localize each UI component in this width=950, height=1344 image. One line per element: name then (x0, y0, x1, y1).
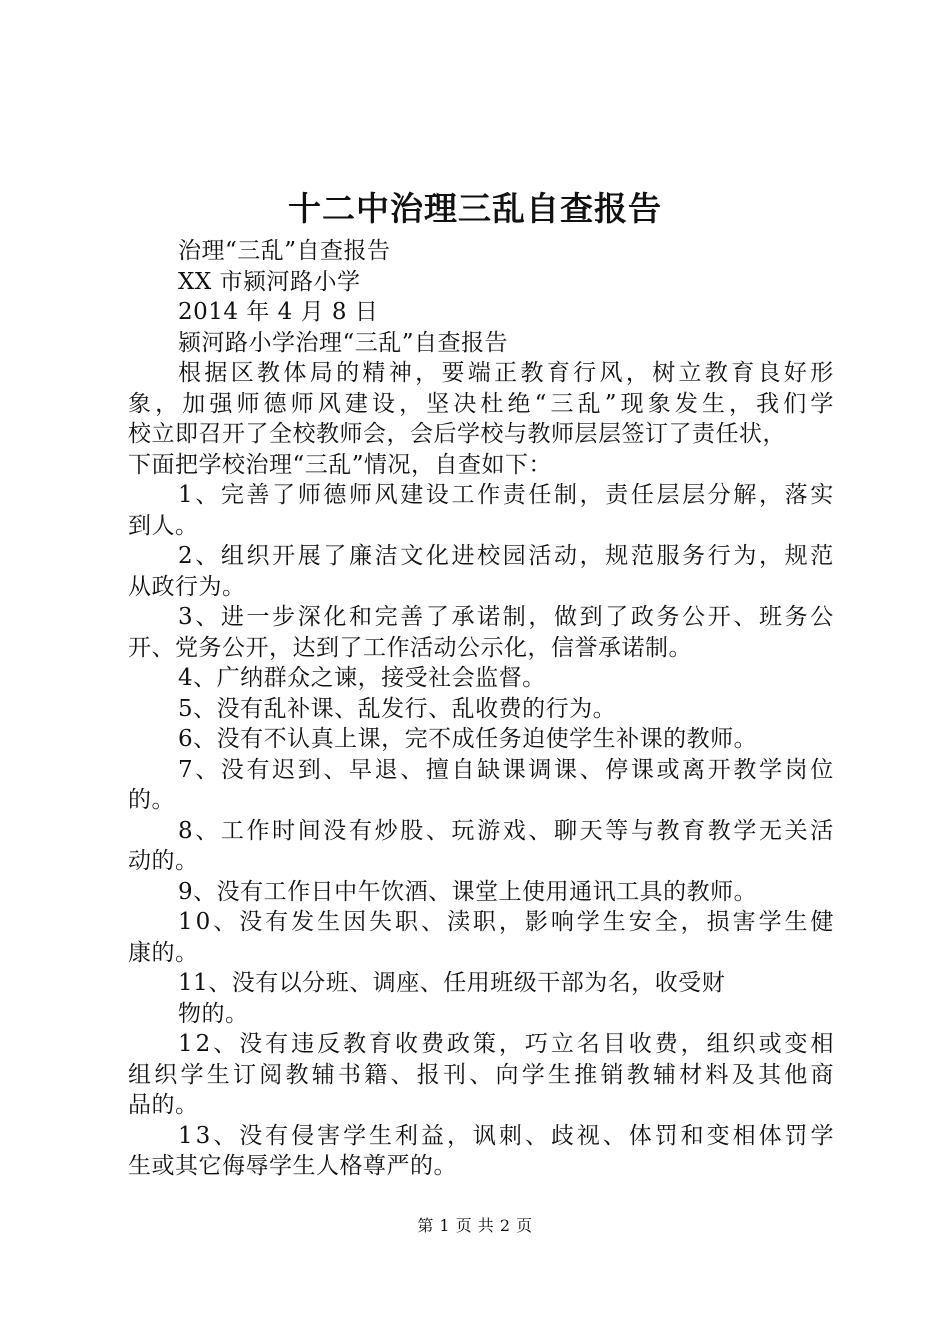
item-6-line: 6、没有不认真上课，完不成任务迫使学生补课的教师。 (178, 726, 758, 752)
report-heading-line: 颍河路小学治理“三乱”自查报告 (178, 329, 509, 356)
intro-paragraph-line: 根 据 区 教 体 局 的 精 神 ， 要 端 正 教 育 行 风 ， 树 立 教 育 良 好 形 (178, 360, 834, 386)
item-12-line: 品的。 (128, 1092, 199, 1118)
school-name-line: XX 市颍河路小学 (178, 268, 361, 295)
item-2-line: 2 、 组 织 开 展 了 廉 洁 文 化 进 校 园 活 动 ， 规 范 服 务 行 为 ， 规 范 (178, 543, 834, 569)
item-4-line: 4、广纳群众之谏，接受社会监督。 (178, 665, 546, 691)
item-10-line: 康的。 (128, 939, 199, 966)
item-9-line: 9、没有工作日中午饮酒、课堂上使用通讯工具的教师。 (178, 878, 758, 905)
intro-paragraph-line: 下面把学校治理“三乱”情况，自查如下： (128, 451, 553, 478)
subtitle-line: 治理“三乱”自查报告 (178, 238, 391, 264)
item-7-line: 7 、 没 有 迟 到 、 早 退 、 擅 自 缺 课 调 课 、 停 课 或 离 开 教 学 岗 位 (178, 756, 834, 783)
document-title: 十二中治理三乱自查报告 (288, 189, 662, 228)
intro-paragraph-line: 象 ， 加 强 师 德 师 风 建 设 ， 坚 决 杜 绝 “ 三 乱 ” 现 象 发 生 ， 我 们 学 (128, 390, 834, 417)
item-10-line: 1 0 、 没 有 发 生 因 失 职 、 渎 职 ， 影 响 学 生 安 全 ， 损 害 学 生 健 (178, 909, 834, 935)
item-8-line: 8 、 工 作 时 间 没 有 炒 股 、 玩 游 戏 、 聊 天 等 与 教 育 教 学 无 关 活 (178, 817, 834, 844)
item-7-line: 的。 (128, 787, 175, 813)
item-3-line: 开、党务公开，达到了工作活动公示化，信誉承诺制。 (128, 634, 692, 661)
item-3-line: 3 、 进 一 步 深 化 和 完 善 了 承 诺 制 ， 做 到 了 政 务 公 开 、 班 务 公 (178, 604, 834, 630)
item-11-line: 11、没有以分班、调座、任用班级干部为名，收受财 (178, 970, 726, 996)
date-line: 2014 年 4 月 8 日 (178, 299, 379, 325)
item-5-line: 5、没有乱补课、乱发行、乱收费的行为。 (178, 695, 617, 722)
item-2-line: 从政行为。 (128, 573, 246, 600)
item-1-line: 到人。 (128, 512, 199, 539)
item-13-line: 生或其它侮辱学生人格尊严的。 (128, 1153, 457, 1179)
item-11-line: 物的。 (178, 1000, 249, 1027)
item-1-line: 1 、 完 善 了 师 德 师 风 建 设 工 作 责 任 制 ， 责 任 层 层 分 解 ， 落 实 (178, 482, 834, 508)
item-12-line: 组 织 学 生 订 阅 教 辅 书 籍 、 报 刊 、 向 学 生 推 销 教 辅 材 料 及 其 他 商 (128, 1061, 834, 1088)
intro-paragraph-line: 校立即召开了全校教师会，会后学校与教师层层签订了责任状， (128, 421, 786, 447)
item-8-line: 动的。 (128, 848, 199, 874)
document-body (128, 236, 834, 1182)
page-number-footer: 第 1 页 共 2 页 (417, 1216, 533, 1235)
item-12-line: 1 2 、 没 有 违 反 教 育 收 费 政 策 ， 巧 立 名 目 收 费 ， 组 织 或 变 相 (178, 1031, 834, 1057)
item-13-line: 1 3 、 没 有 侵 害 学 生 利 益 ， 讽 刺 、 歧 视 、 体 罚 和 变 相 体 罚 学 (178, 1122, 834, 1149)
